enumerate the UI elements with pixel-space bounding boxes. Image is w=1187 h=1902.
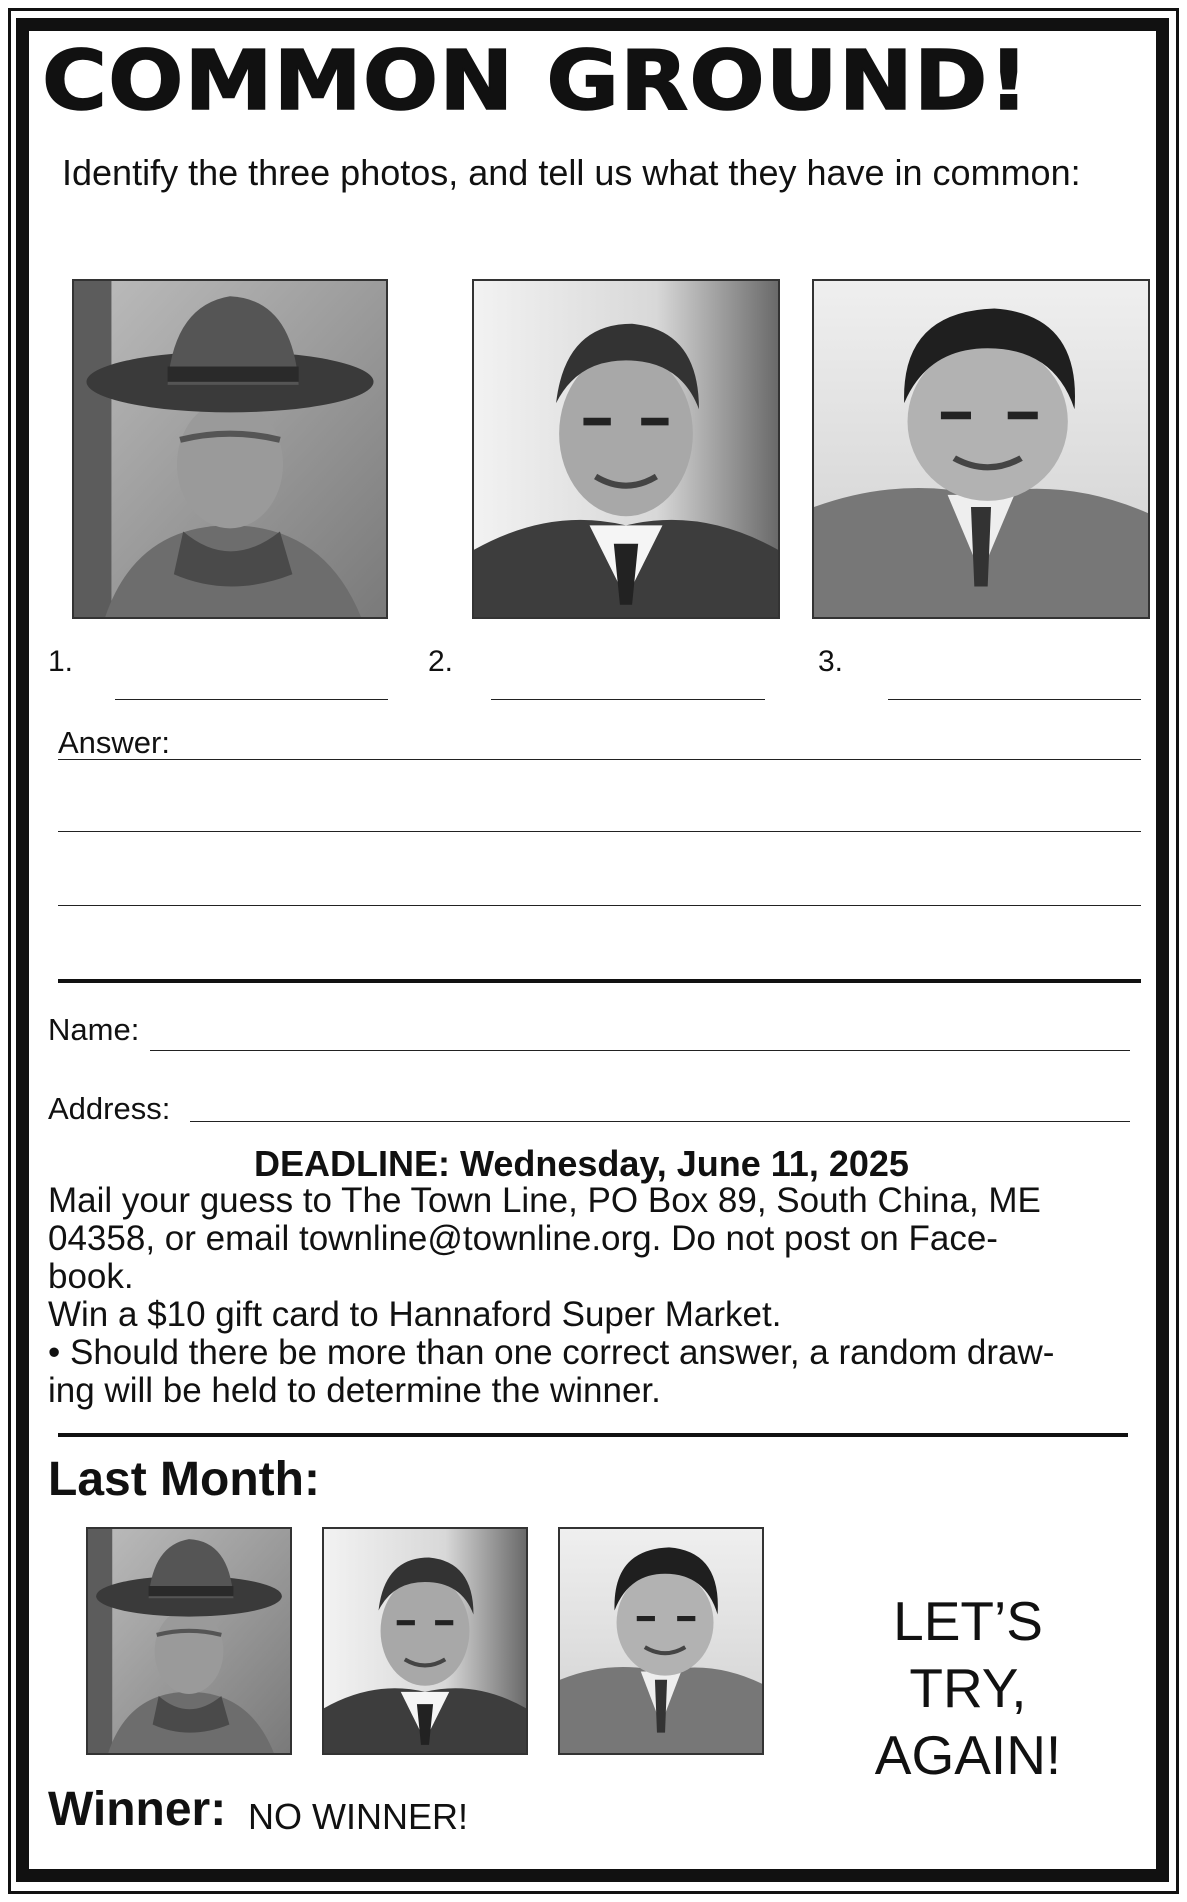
rules-line: 04358, or email townline@townline.org. Do not post on Face- bbox=[48, 1219, 998, 1258]
last-month-photo-3 bbox=[558, 1527, 764, 1755]
photo-3 bbox=[812, 279, 1150, 619]
last-month-divider bbox=[58, 1433, 1128, 1437]
prize-text: Win a $10 gift card to Hannaford Super Market. bbox=[48, 1295, 782, 1334]
photo-3-number: 3. bbox=[818, 645, 844, 678]
photo-2-answer-line[interactable] bbox=[491, 699, 765, 700]
name-field[interactable] bbox=[150, 1050, 1130, 1051]
page-title: COMMON GROUND! bbox=[42, 34, 1030, 129]
rules-line: book. bbox=[48, 1257, 134, 1296]
winner-label: Winner: bbox=[48, 1783, 227, 1836]
address-label: Address: bbox=[48, 1091, 171, 1126]
message-line: TRY, bbox=[909, 1657, 1027, 1719]
answer-line-3[interactable] bbox=[58, 905, 1141, 906]
answer-line-1[interactable] bbox=[58, 759, 1141, 760]
section-divider bbox=[58, 979, 1141, 983]
message-line: LET’S bbox=[893, 1590, 1043, 1652]
deadline-text: DEADLINE: Wednesday, June 11, 2025 bbox=[254, 1143, 909, 1184]
last-month-heading: Last Month: bbox=[48, 1453, 320, 1506]
answer-line-2[interactable] bbox=[58, 831, 1141, 832]
rules-line: Mail your guess to The Town Line, PO Box 89, South China, ME bbox=[48, 1181, 1041, 1220]
photo-2-number: 2. bbox=[428, 645, 454, 678]
rules-line: ing will be held to determine the winner. bbox=[48, 1371, 661, 1410]
photo-1 bbox=[72, 279, 388, 619]
instructions-text: Identify the three photos, and tell us what they have in common: bbox=[62, 152, 1081, 193]
lets-try-again-message bbox=[858, 1588, 1078, 1789]
photo-2 bbox=[472, 279, 780, 619]
winner-value: NO WINNER! bbox=[248, 1796, 468, 1837]
photo-1-answer-line[interactable] bbox=[115, 699, 388, 700]
address-field[interactable] bbox=[190, 1121, 1130, 1122]
last-month-photo-2 bbox=[322, 1527, 528, 1755]
answer-label: Answer: bbox=[58, 725, 170, 760]
message-line: AGAIN! bbox=[874, 1724, 1062, 1786]
photo-1-number: 1. bbox=[48, 645, 74, 678]
photo-3-answer-line[interactable] bbox=[888, 699, 1141, 700]
rules-line: • Should there be more than one correct answer, a random draw- bbox=[48, 1333, 1055, 1372]
last-month-photo-1 bbox=[86, 1527, 292, 1755]
name-label: Name: bbox=[48, 1012, 140, 1047]
